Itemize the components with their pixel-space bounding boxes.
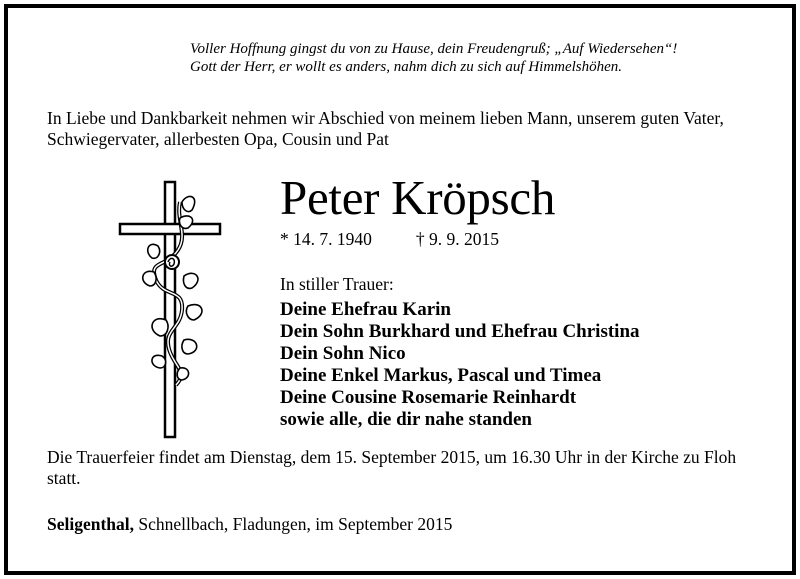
intro-text: In Liebe und Dankbarkeit nehmen wir Abschied von meinem lieben Mann, unserem guten Vater, Schwiegervater, allerbesten Opa, Cousin und Pat [47, 108, 724, 149]
memorial-verse [190, 40, 780, 76]
verse-line-2: Gott der Herr, er wollt es anders, nahm dich zu sich auf Himmelshöhen. [190, 59, 623, 75]
place-rest: Schnellbach, Fladungen, im September 2015 [134, 514, 453, 534]
family-member: Dein Sohn Nico [280, 343, 406, 364]
cross-with-ivy-icon [118, 180, 228, 440]
birth-date: * 14. 7. 1940 [280, 229, 372, 249]
verse-line-1: Voller Hoffnung gingst du von zu Hause, dein Freudengruß; „Auf Wiedersehen“! [190, 41, 678, 57]
death-date: † 9. 9. 2015 [415, 229, 499, 249]
family-member: sowie alle, die dir nahe standen [280, 409, 532, 430]
family-member: Dein Sohn Burkhard und Ehefrau Christina [280, 321, 640, 342]
mourning-label: In stiller Trauer: [280, 274, 394, 294]
family-list [280, 299, 640, 431]
family-member: Deine Cousine Rosemarie Reinhardt [280, 387, 577, 408]
family-member: Deine Enkel Markus, Pascal und Timea [280, 365, 602, 386]
family-member: Deine Ehefrau Karin [280, 299, 451, 320]
life-dates [280, 229, 499, 250]
place-date-line [47, 514, 452, 535]
place-town: Seligenthal, [47, 514, 135, 534]
service-info: Die Trauerfeier findet am Dienstag, dem 15. September 2015, um 16.30 Uhr in der Kirche zu Floh statt. [47, 447, 737, 488]
deceased-name: Peter Kröpsch [280, 170, 556, 225]
